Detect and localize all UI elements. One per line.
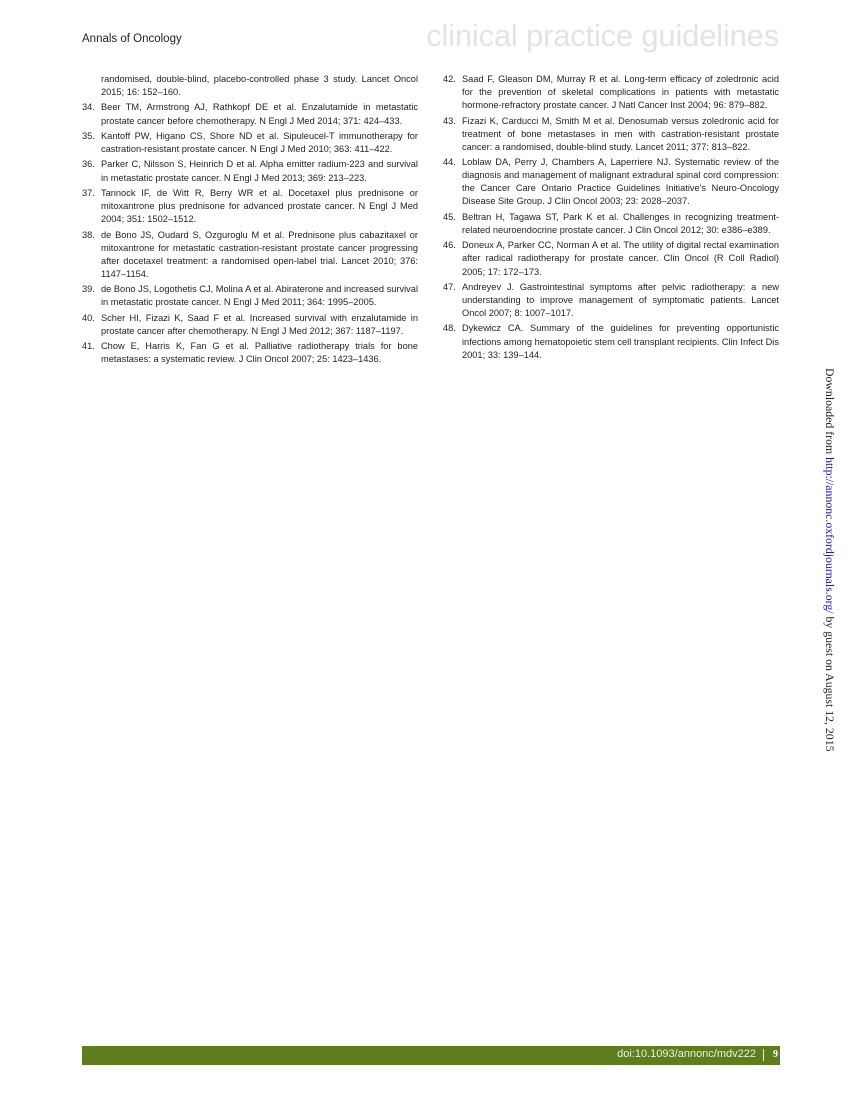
- journal-url-link[interactable]: http://annonc.oxfordjournals.org/: [823, 457, 837, 614]
- reference-text: Andreyev J. Gastrointestinal symptoms after pelvic radiotherapy: a new understanding to improve management of symptomatic patients. Lancet Oncol 2007; 8: 1007–1017.: [462, 281, 779, 319]
- download-notice-prefix: Downloaded from: [823, 368, 837, 458]
- page-number: 9: [773, 1049, 778, 1060]
- reference-item: [443, 211, 779, 237]
- reference-number: 47.: [443, 281, 456, 292]
- reference-item: [443, 239, 779, 278]
- reference-item: [443, 322, 779, 361]
- reference-text: de Bono JS, Logothetis CJ, Molina A et al. Abiraterone and increased survival in metastatic prostate cancer. N Engl J Med 2011; 364: 1995–2005.: [101, 284, 418, 308]
- section-title: clinical practice guidelines: [426, 18, 779, 53]
- download-notice: [822, 368, 837, 752]
- reference-text: Loblaw DA, Perry J, Chambers A, Laperriere NJ. Systematic review of the diagnosis and management of malignant extradural spinal cord compression: the Cancer Care Ontario Practice Guidelines Initiative's Neuro-Oncology Disease Site Group. J Clin Oncol 2003; 23: 2028–2037.: [462, 157, 779, 207]
- reference-number: 44.: [443, 157, 456, 168]
- reference-text: Tannock IF, de Witt R, Berry WR et al. Docetaxel plus prednisone or mitoxantrone plus prednisone for advanced prostate cancer. N Engl J Med 2004; 351: 1502–1512.: [101, 187, 418, 225]
- reference-item: [82, 229, 418, 281]
- references-right-column: [443, 73, 779, 364]
- reference-text: Kantoff PW, Higano CS, Shore ND et al. Sipuleucel-T immunotherapy for castration-resistant prostate cancer. N Engl J Med 2010; 363: 411–422.: [101, 130, 418, 155]
- reference-item: [82, 101, 418, 127]
- reference-number: 36.: [82, 159, 95, 170]
- reference-number: 39.: [82, 284, 95, 295]
- reference-item: [82, 130, 418, 156]
- reference-item: [82, 187, 418, 226]
- reference-item: [443, 73, 779, 112]
- reference-item: [82, 283, 418, 309]
- reference-item: [82, 312, 418, 338]
- reference-text: Doneux A, Parker CC, Norman A et al. The utility of digital rectal examination after radical radiotherapy for prostate cancer. Clin Oncol (R Coll Radiol) 2005; 17: 172–173.: [462, 240, 779, 277]
- reference-text: Beer TM, Armstrong AJ, Rathkopf DE et al. Enzalutamide in metastatic prostate cancer before chemotherapy. N Engl J Med 2014; 371: 424–433.: [101, 102, 418, 126]
- footer-divider: [763, 1049, 764, 1061]
- reference-number: 46.: [443, 240, 456, 251]
- doi-text: doi:10.1093/annonc/mdv222: [617, 1048, 756, 1060]
- reference-text: Fizazi K, Carducci M, Smith M et al. Denosumab versus zoledronic acid for treatment of bone metastases in men with castration-resistant prostate cancer: a randomised, double-blind study. Lancet 2011; 377: 813–822.: [462, 115, 779, 152]
- reference-text: Chow E, Harris K, Fan G et al. Palliative radiotherapy trials for bone metastases: a systematic review. J Clin Oncol 2007; 25: 1423–1436.: [101, 341, 418, 365]
- reference-text: Dykewicz CA. Summary of the guidelines for preventing opportunistic infections among hematopoietic stem cell transplant recipients. Clin Infect Dis 2001; 33: 139–144.: [462, 323, 779, 360]
- reference-number: 42.: [443, 74, 456, 84]
- footer-bar: [82, 1046, 780, 1065]
- reference-number: 40.: [82, 312, 95, 323]
- reference-number: 45.: [443, 211, 456, 222]
- references-left-column: [82, 73, 418, 369]
- reference-number: 38.: [82, 229, 95, 240]
- reference-item: [82, 158, 418, 184]
- journal-name: Annals of Oncology: [82, 33, 182, 45]
- reference-text: Saad F, Gleason DM, Murray R et al. Long-term efficacy of zoledronic acid for the prevention of skeletal complications in patients with metastatic hormone-refractory prostate cancer. J Natl Cancer Inst 2004; 96: 879–882.: [462, 74, 779, 111]
- reference-text: Scher HI, Fizazi K, Saad F et al. Increased survival with enzalutamide in prostate cancer after chemotherapy. N Engl J Med 2012; 367: 1187–1197.: [101, 312, 418, 336]
- download-notice-suffix: by guest on August 12, 2015: [823, 613, 837, 752]
- reference-number: 48.: [443, 323, 456, 334]
- reference-number: 37.: [82, 187, 95, 198]
- reference-number: 43.: [443, 115, 456, 126]
- reference-item: [443, 156, 779, 208]
- reference-number: 34.: [82, 102, 95, 113]
- reference-text: Beltran H, Tagawa ST, Park K et al. Challenges in recognizing treatment-related neuroendocrine prostate cancer. J Clin Oncol 2012; 30: e386–e389.: [462, 211, 779, 235]
- reference-number: 35.: [82, 130, 95, 141]
- reference-item: [82, 340, 418, 366]
- reference-item: [443, 281, 779, 320]
- reference-number: 41.: [82, 341, 95, 352]
- reference-text: de Bono JS, Oudard S, Ozguroglu M et al. Prednisone plus cabazitaxel or mitoxantrone for metastatic castration-resistant prostate cancer progressing after docetaxel treatment: a randomised open-label trial. Lancet 2010; 376: 1147–1154.: [101, 229, 418, 279]
- reference-continuation: randomised, double-blind, placebo-controlled phase 3 study. Lancet Oncol 2015; 16: 152–160.: [101, 74, 418, 98]
- reference-item: [443, 115, 779, 154]
- reference-text: Parker C, Nilsson S, Heinrich D et al. Alpha emitter radium-223 and survival in metastatic prostate cancer. N Engl J Med 2013; 369: 213–223.: [101, 159, 418, 183]
